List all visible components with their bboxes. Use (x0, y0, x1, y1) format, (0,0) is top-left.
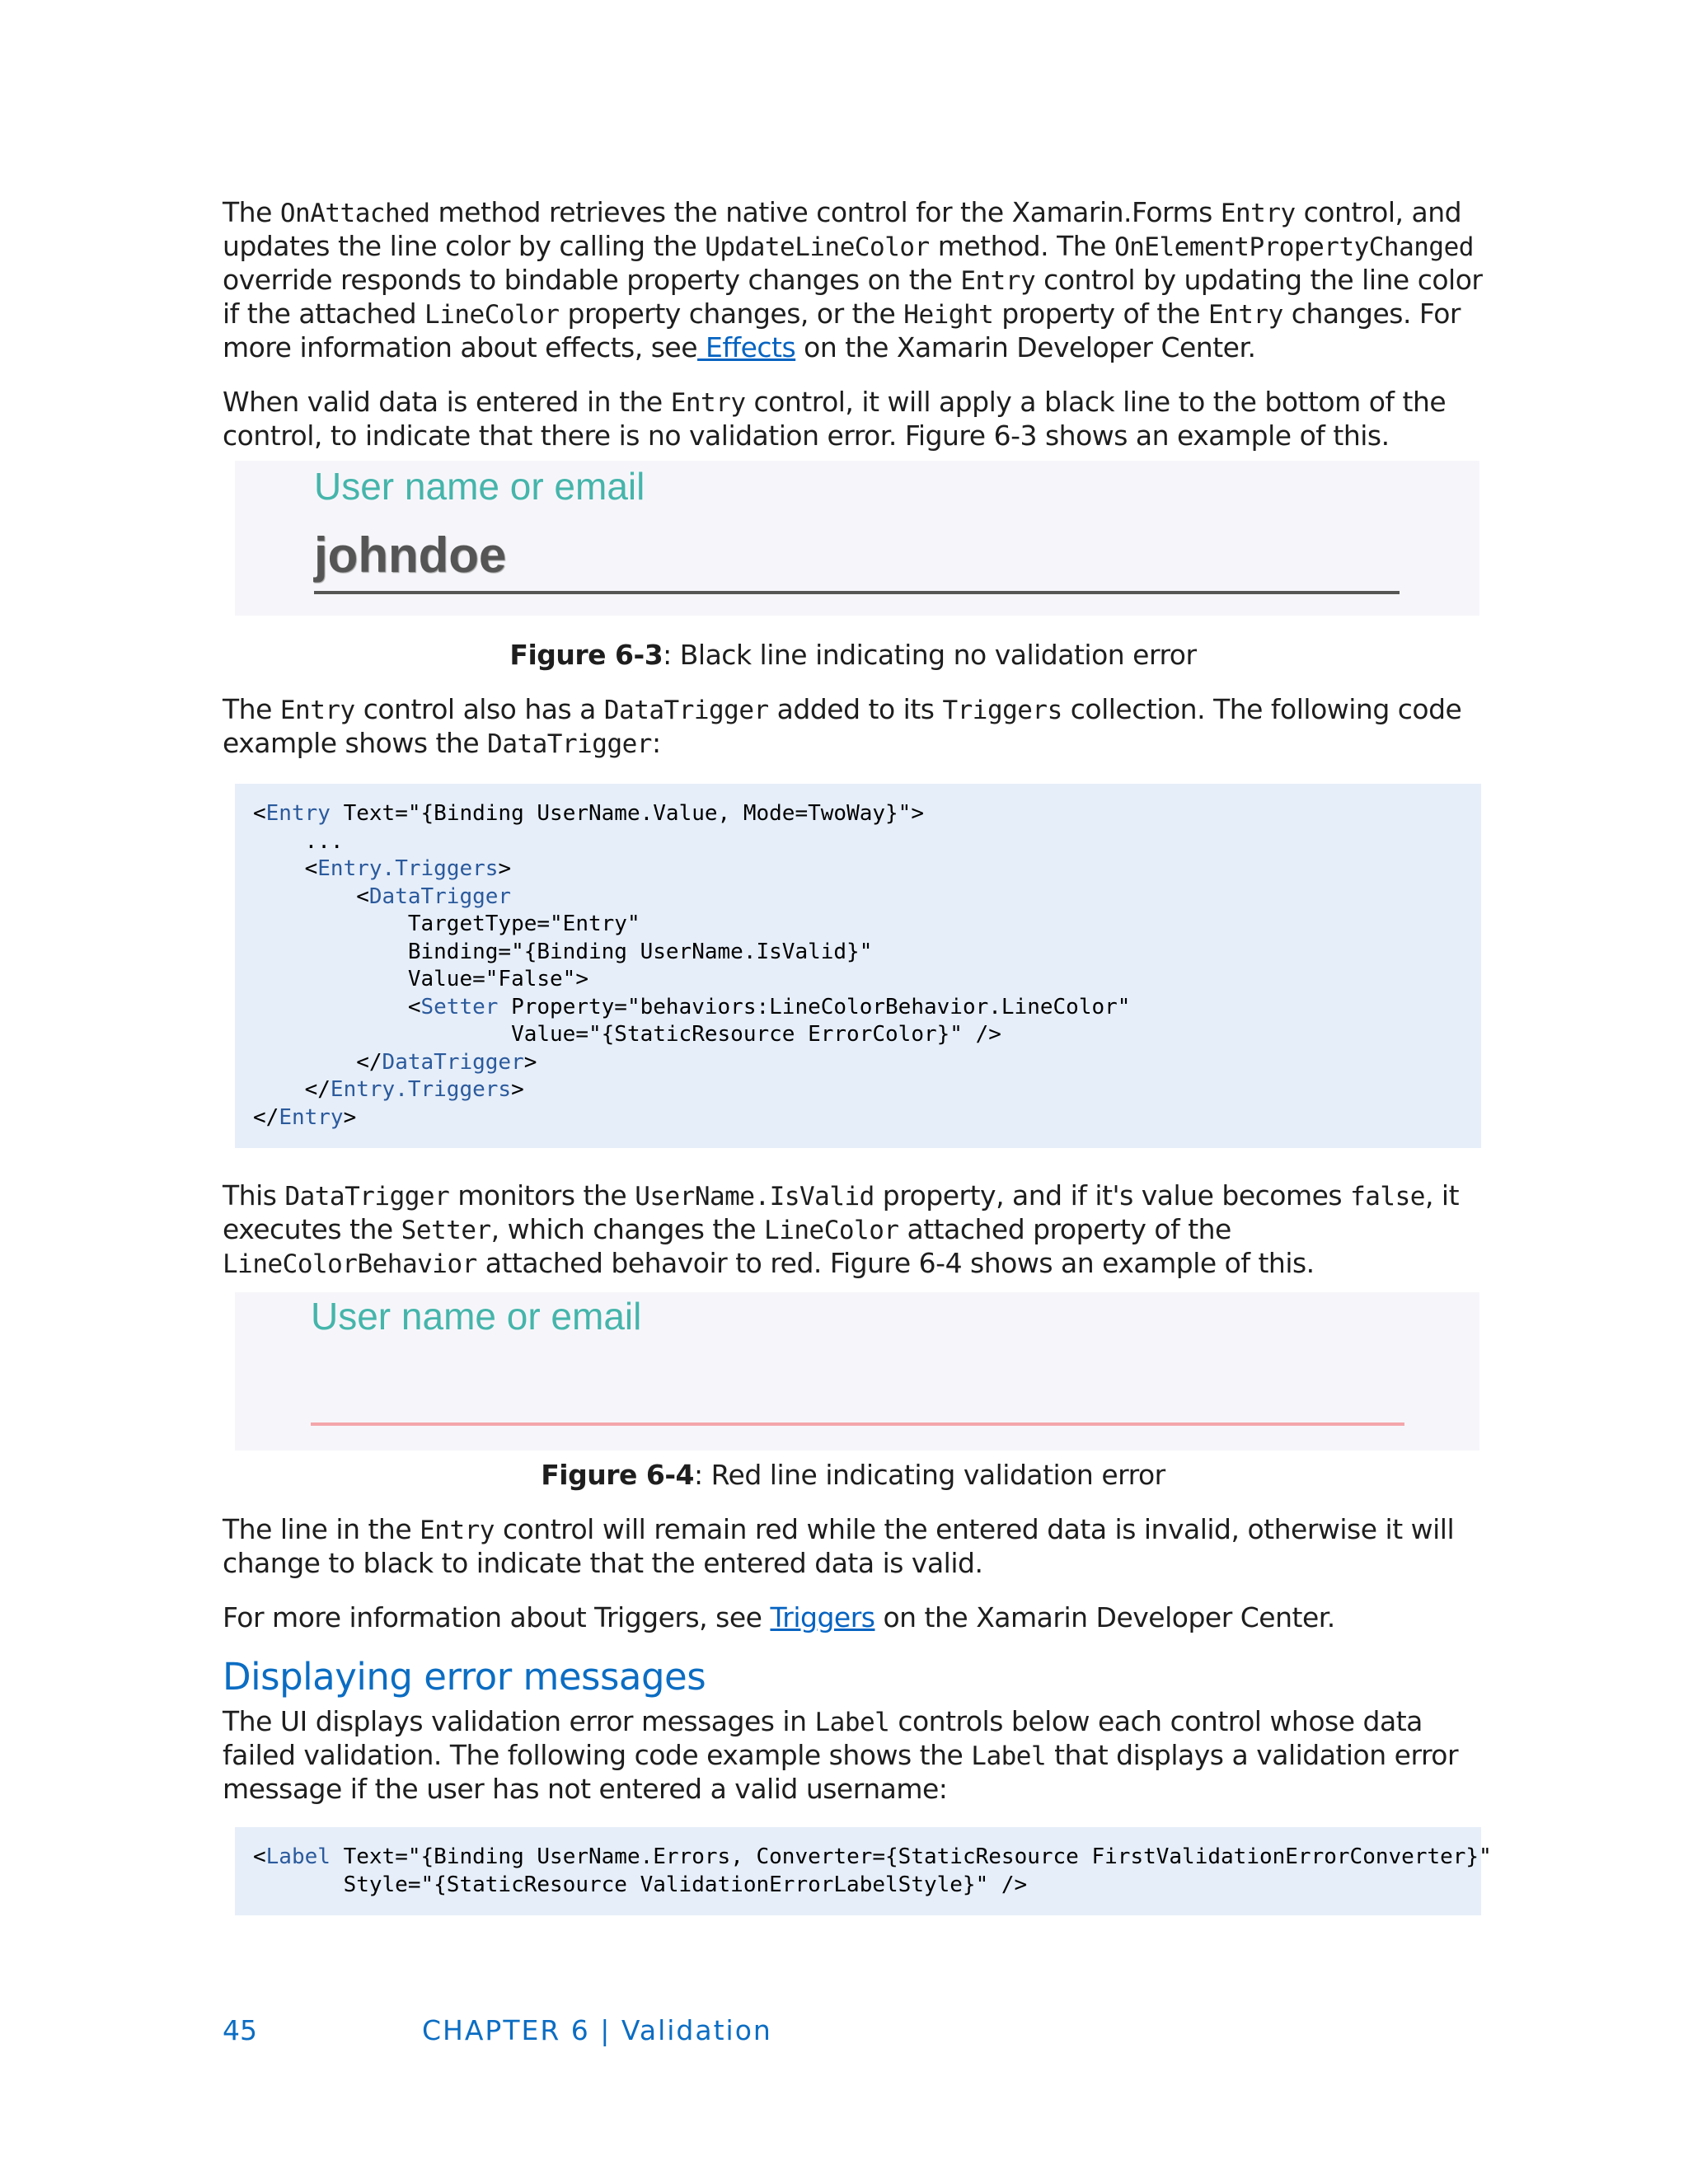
inline-code: Entry (1207, 300, 1283, 330)
entry-underline-red (311, 1422, 1404, 1426)
paragraph-error-messages: The UI displays validation error messages in Label controls below each control whose data failed validation. The following code example shows the Label that displays a validation error message if the user has not entered a valid username: (223, 1705, 1459, 1805)
entry-underline-black (314, 591, 1400, 594)
paragraph-datatrigger-explain: This DataTrigger monitors the UserName.IsValid property, and if it's value becomes false, it executes the Setter, which changes the LineColor attached property of the LineColorBehavior attached behavoir to red. Figure 6-4 shows an example of this. (223, 1179, 1460, 1279)
section-heading: Displaying error messages (223, 1655, 706, 1699)
inline-code: LineColor (764, 1216, 899, 1245)
inline-code: OnAttached (279, 199, 430, 228)
inline-code: DataTrigger (487, 729, 652, 759)
inline-code: Triggers (942, 696, 1062, 725)
inline-code: OnElementPropertyChanged (1114, 232, 1474, 262)
code-block-label (235, 1827, 1492, 1915)
code-text: <Entry Text="{Binding UserName.Value, Mode=TwoWay}"> ... <Entry.Triggers> <DataTrigger TargetType="Entry" Binding="{Binding UserName.IsValid}" Value="False"> <Setter Property="behaviors:LineColorBehavior.LineColor" Value="{StaticResource ErrorColor}" /> </DataTrigger> </Entry.Triggers> </Entry> (253, 801, 1131, 1130)
figure-6-4-caption: Figure 6-4: Red line indicating validation error (541, 1459, 1165, 1491)
effects-link[interactable]: Effects (697, 331, 796, 363)
page-number: 45 (223, 2014, 257, 2046)
code-text: <Label Text="{Binding UserName.Errors, Converter={StaticResource FirstValidationErrorConverter}" Style="{StaticResource ValidationErrorLabelStyle}" /> (253, 1844, 1492, 1897)
triggers-link[interactable]: Triggers (770, 1601, 875, 1633)
inline-code: UserName.IsValid (635, 1182, 874, 1212)
entry-placeholder-label: User name or email (311, 1295, 642, 1338)
inline-code: DataTrigger (284, 1182, 450, 1212)
entry-value-text: johndoe (314, 527, 507, 583)
inline-code: Entry (420, 1516, 495, 1545)
paragraph-valid-data: When valid data is entered in the Entry control, it will apply a black line to the bottom of the control, to indicate that there is no validation error. Figure 6-3 shows an example of this. (223, 386, 1447, 452)
figure-6-4-image (235, 1292, 1479, 1451)
inline-code: Setter (401, 1216, 491, 1245)
document-page (223, 196, 1492, 1915)
inline-code: Height (903, 300, 994, 330)
inline-code: LineColorBehavior (223, 1249, 477, 1279)
entry-placeholder-label: User name or email (314, 465, 645, 508)
inline-code: Entry (1220, 199, 1296, 228)
figure-6-3-image (235, 461, 1479, 616)
figure-6-3-caption: Figure 6-3: Black line indicating no validation error (509, 639, 1197, 671)
inline-code: UpdateLineColor (705, 232, 930, 262)
paragraph-triggers-info: For more information about Triggers, see Triggers on the Xamarin Developer Center. (223, 1601, 1335, 1633)
inline-code: Entry (279, 696, 355, 725)
paragraph-onattached: The OnAttached method retrieves the native control for the Xamarin.Forms Entry control, and updates the line color by calling the UpdateLineColor method. The OnElementPropertyChanged override responds to bindable property changes on the Entry control by updating the line color if the attached LineColor property changes, or the Height property of the Entry changes. For more information about effects, see Effects on the Xamarin Developer Center. (223, 196, 1483, 363)
paragraph-datatrigger-intro: The Entry control also has a DataTrigger added to its Triggers collection. The following code example shows the DataTrigger: (223, 693, 1462, 759)
code-block-datatrigger (235, 784, 1481, 1148)
inline-code: DataTrigger (603, 696, 769, 725)
inline-code: Label (814, 1708, 890, 1737)
inline-code: false (1350, 1182, 1425, 1212)
inline-code: Entry (670, 388, 746, 418)
chapter-title: CHAPTER 6 | Validation (422, 2014, 772, 2046)
inline-code: Entry (960, 266, 1036, 296)
inline-code: LineColor (424, 300, 560, 330)
inline-code: Label (971, 1741, 1047, 1771)
paragraph-line-remains-red: The line in the Entry control will remain red while the entered data is invalid, otherwise it will change to black to indicate that the entered data is valid. (223, 1513, 1455, 1579)
